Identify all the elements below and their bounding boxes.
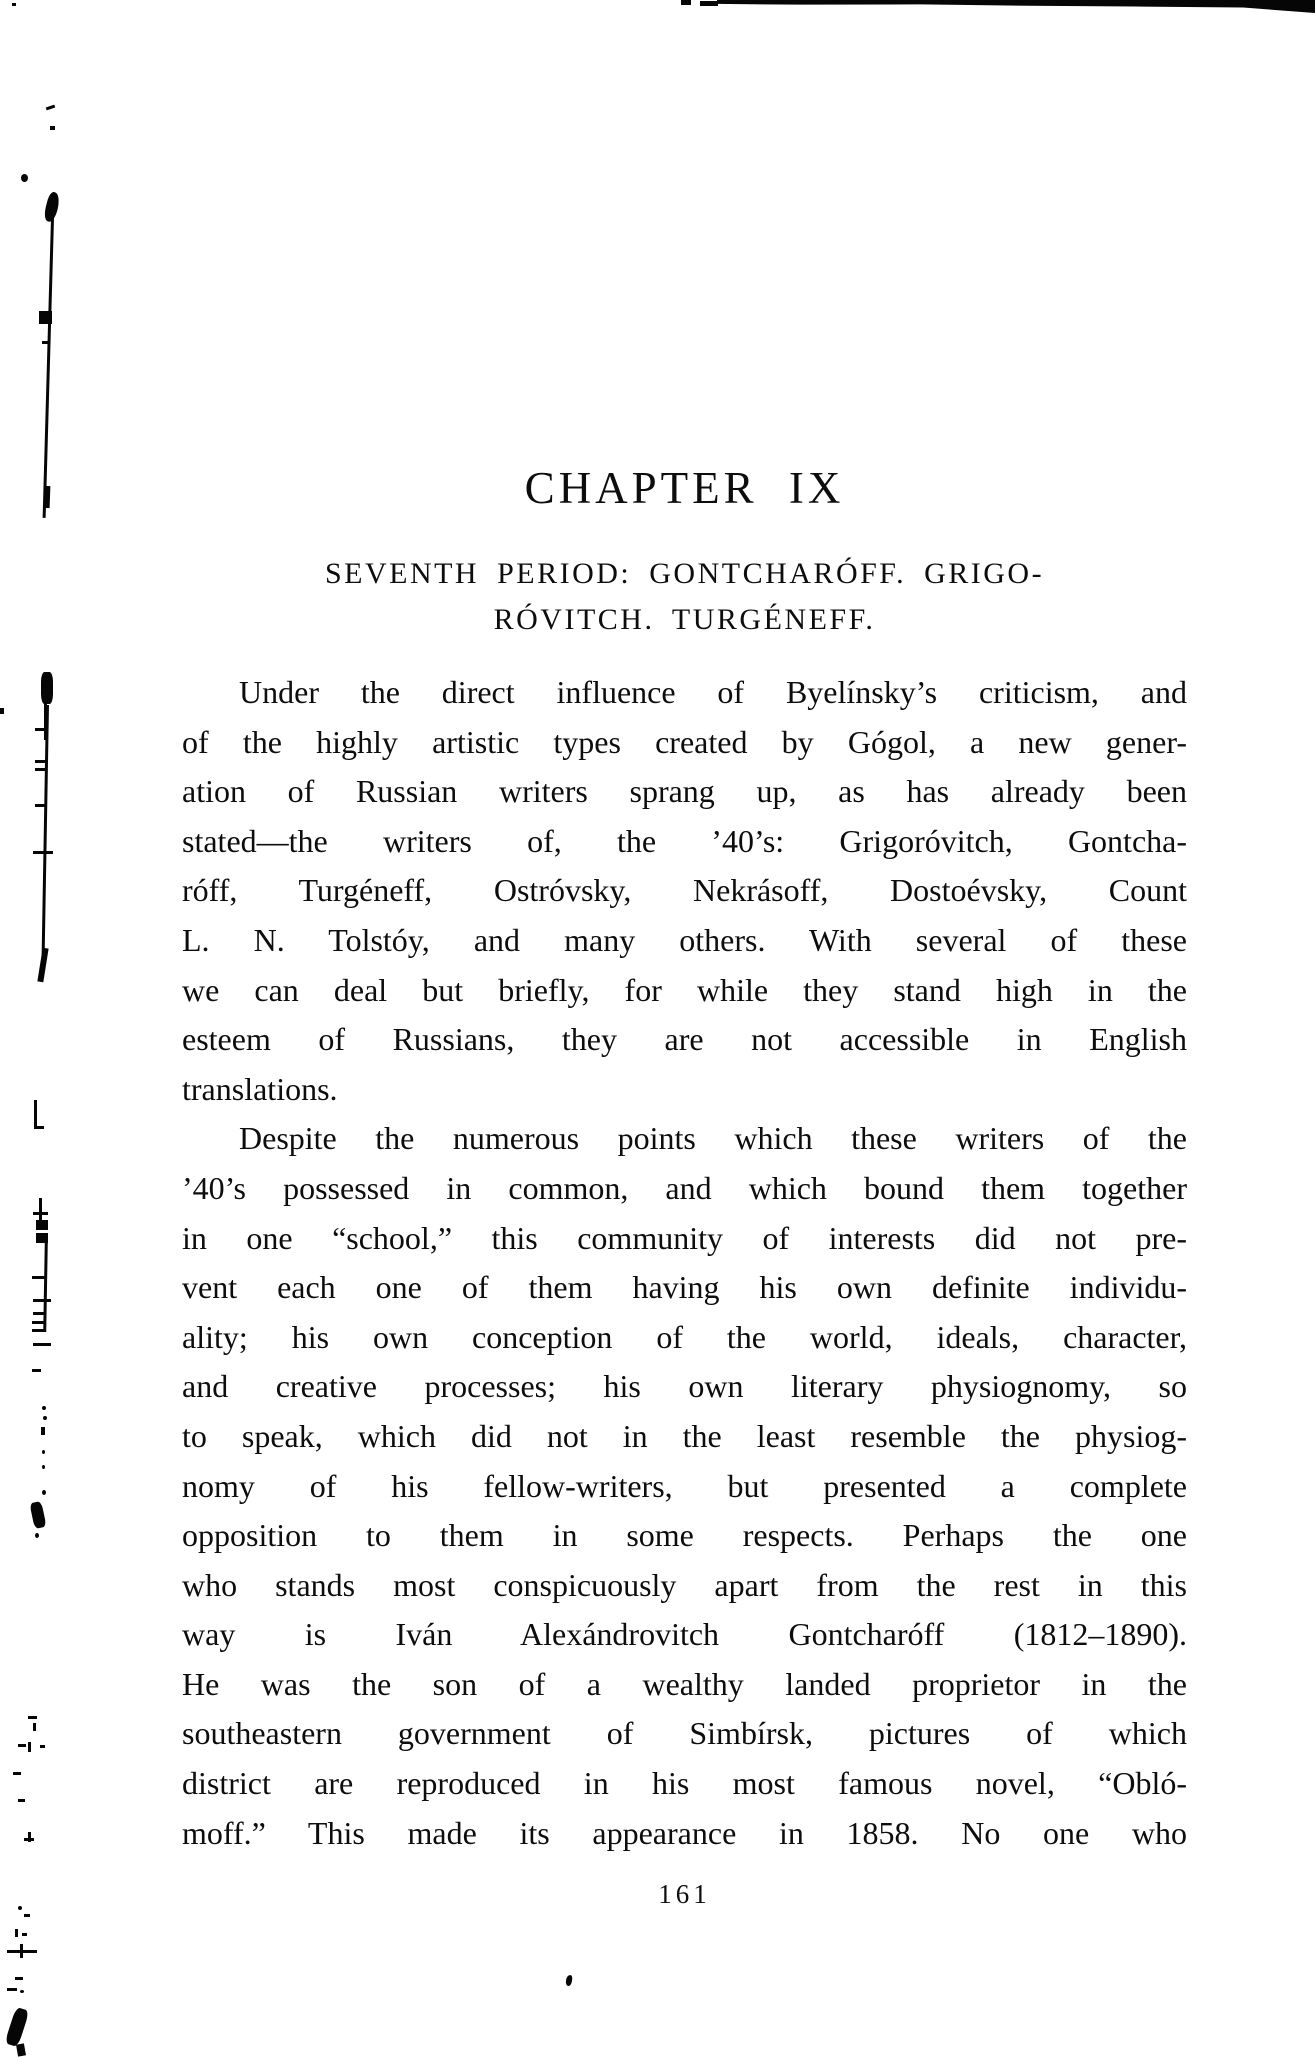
- scan-speck: [50, 126, 55, 130]
- binding-mark: [20, 1990, 24, 1993]
- text-line: translations.: [182, 1070, 338, 1107]
- text-line: nomy of his fellow-writers, but presented a complete: [182, 1467, 1187, 1504]
- chapter-title: CHAPTER IX: [524, 463, 845, 513]
- binding-mark: [32, 1369, 41, 1372]
- binding-mark: [35, 804, 47, 807]
- binding-mark: [15, 1929, 18, 1937]
- binding-mark: [29, 1501, 46, 1529]
- binding-mark: [33, 1312, 45, 1315]
- binding-mark: [42, 1450, 45, 1454]
- text-line: moff.” This made its appearance in 1858. No one who: [182, 1814, 1187, 1851]
- text-line: in one “school,” this community of interests did not pre-: [182, 1219, 1187, 1256]
- binding-mark: [43, 218, 54, 518]
- text-line: southeastern government of Simbírsk, pictures of which: [182, 1715, 1187, 1752]
- text-line: L. N. Tolstóy, and many others. With several of these: [182, 921, 1187, 958]
- binding-mark: [20, 1944, 23, 1958]
- text-line: esteem of Russians, they are not accessible in English: [182, 1021, 1187, 1058]
- binding-mark: [33, 851, 53, 854]
- text-line: Despite the numerous points which these writers of the: [239, 1120, 1187, 1157]
- binding-mark: [42, 1465, 45, 1469]
- text-line: ation of Russian writers sprang up, as has already been: [182, 773, 1187, 810]
- scan-speck: [700, 1, 718, 6]
- binding-mark: [42, 1406, 46, 1410]
- text-line: He was the son of a wealthy landed proprietor in the: [182, 1665, 1187, 1702]
- binding-mark: [33, 1212, 48, 1215]
- binding-mark: [43, 1242, 48, 1332]
- binding-mark: [35, 1533, 39, 1538]
- subtitle-line: RÓVITCH. TURGÉNEFF.: [493, 603, 876, 636]
- binding-mark: [7, 1988, 17, 1991]
- binding-mark: [33, 1723, 36, 1731]
- page-number: 161: [658, 1879, 711, 1909]
- binding-mark: [33, 1343, 51, 1346]
- binding-mark: [41, 672, 53, 704]
- binding-mark: [39, 311, 52, 324]
- scan-edge-shadow: [717, 0, 1315, 13]
- text-line: róff, Turgéneff, Ostróvsky, Nekrásoff, Dostoévsky, Count: [182, 872, 1187, 909]
- binding-mark: [32, 1329, 45, 1332]
- text-line: vent each one of them having his own definite individu-: [182, 1269, 1187, 1306]
- scan-speck: [12, 3, 16, 6]
- text-line: way is Iván Alexándrovitch Gontcharóff (1812–1890).: [182, 1616, 1187, 1653]
- text-line: stated—the writers of, the ’40’s: Grigoróvitch, Gontcha-: [182, 822, 1187, 859]
- subtitle-line: SEVENTH PERIOD: GONTCHARÓFF. GRIGO-: [324, 557, 1045, 590]
- text-line: and creative processes; his own literary physiognomy, so: [182, 1368, 1187, 1405]
- text-line: ’40’s possessed in common, and which bound them together: [182, 1169, 1187, 1206]
- binding-mark: [36, 1220, 48, 1230]
- binding-mark: [41, 705, 49, 975]
- binding-mark: [16, 2043, 26, 2056]
- binding-mark: [0, 708, 4, 714]
- binding-mark: [24, 1838, 34, 1841]
- binding-mark: [4, 2007, 29, 2047]
- binding-mark: [32, 1321, 45, 1324]
- binding-mark: [43, 1416, 47, 1420]
- text-line: opposition to them in some respects. Perhaps the one: [182, 1517, 1187, 1554]
- text-line: who stands most conspicuously apart from the rest in this: [182, 1566, 1187, 1603]
- binding-mark: [35, 728, 46, 731]
- binding-mark: [24, 1914, 30, 1917]
- binding-mark: [28, 1716, 37, 1719]
- binding-mark: [34, 1126, 44, 1129]
- binding-mark: [40, 1745, 45, 1748]
- text-line: to speak, which did not in the least resemble the physiog-: [182, 1417, 1187, 1454]
- binding-mark: [45, 486, 51, 508]
- paragraph: [182, 668, 1187, 1114]
- paragraph: [182, 1114, 1187, 1858]
- binding-mark: [18, 1906, 22, 1910]
- binding-mark: [18, 1744, 26, 1747]
- text-line: ality; his own conception of the world, ideals, character,: [182, 1318, 1187, 1355]
- binding-mark: [13, 1772, 21, 1775]
- scan-speck: [21, 174, 28, 182]
- binding-mark: [22, 1933, 27, 1936]
- text-line: of the highly artistic types created by Gógol, a new gener-: [182, 723, 1187, 760]
- chapter-subtitle: [182, 551, 1187, 643]
- binding-mark: [37, 948, 48, 983]
- scan-speck: [681, 0, 691, 5]
- binding-mark: [42, 341, 48, 344]
- binding-mark: [18, 1799, 25, 1802]
- binding-mark: [28, 1742, 31, 1752]
- binding-mark: [32, 1276, 46, 1279]
- text-line: district are reproduced in his most famous novel, “Obló-: [182, 1765, 1187, 1802]
- scan-speck: [565, 1975, 572, 1987]
- binding-mark: [33, 1299, 51, 1302]
- binding-mark: [15, 1977, 23, 1980]
- text-line: Under the direct influence of Byelínsky’s criticism, and: [239, 674, 1187, 710]
- scan-speck: [46, 105, 55, 111]
- binding-mark: [34, 1100, 37, 1128]
- text-line: we can deal but briefly, for while they stand high in the: [182, 971, 1187, 1008]
- body-text: [182, 668, 1187, 1858]
- binding-mark: [41, 1427, 45, 1435]
- binding-mark: [42, 1490, 46, 1495]
